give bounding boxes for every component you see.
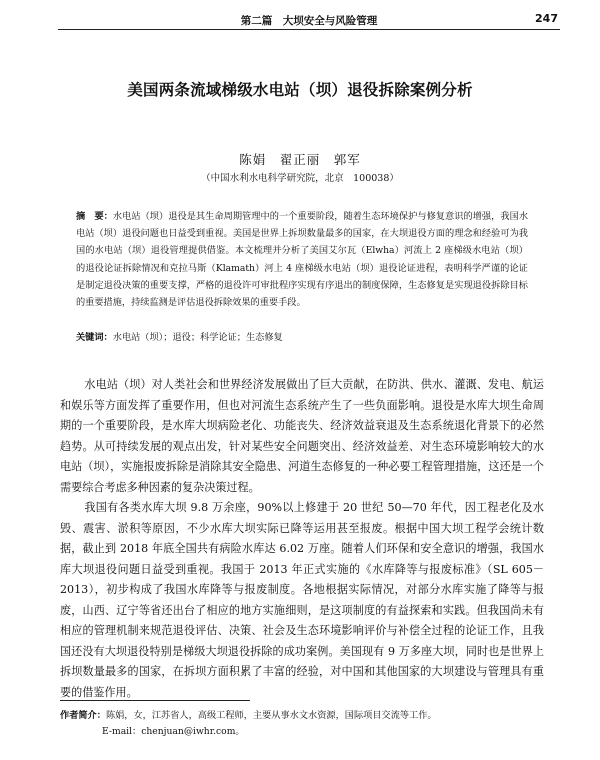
body-paragraph-1: 水电站（坝）对人类社会和世界经济发展做出了巨大贡献，在防洪、供水、灌溉、发电、航运和娱乐等方面发挥了重要作用，但也对河流生态系统产生了一些负面影响。退役是水库大坝生命周期的一个重要阶段，是水库大坝病险老化、功能丧失、经济效益衰退及生态系统退化背景下的必然趋势。从可持续发展的观点出发，针对某些安全问题突出、经济效益差、对生态环境影响较大的水电站（坝），实施报废拆除是消除其安全隐患、河道生态修复的一种必要工程管理措施，这还是一个需要综合考虑多种因素的复杂决策过程。 bbox=[60, 378, 544, 494]
footnote-label: 作者简介： bbox=[60, 710, 106, 721]
keywords-text: 水电站（坝）；退役；科学论证；生态修复 bbox=[112, 332, 283, 343]
article-affiliation: （中国水利水电科学研究院，北京 100038） bbox=[201, 173, 399, 184]
page-number: 247 bbox=[535, 12, 558, 25]
running-title: 第二篇 大坝安全与风险管理 bbox=[240, 15, 378, 27]
article-authors: 陈娟 翟正丽 郭军 bbox=[239, 152, 361, 167]
author-footnote bbox=[60, 708, 544, 740]
abstract bbox=[76, 208, 528, 311]
running-header bbox=[58, 10, 560, 30]
keywords bbox=[76, 330, 528, 346]
author-email: E-mail：chenjuan@iwhr.com。 bbox=[102, 726, 245, 737]
abstract-label: 摘 要： bbox=[76, 211, 113, 222]
keywords-label: 关键词： bbox=[76, 332, 113, 343]
body-text bbox=[60, 375, 544, 703]
article-title: 美国两条流域梯级水电站（坝）退役拆除案例分析 bbox=[127, 81, 473, 99]
abstract-text: 水电站（坝）退役是其生命周期管理中的一个重要阶段，随着生态环境保护与修复意识的增强，我国水电站（坝）退役问题也日益受到重视。美国是世界上拆坝数量最多的国家，在大坝退役方面的理念和经验可为我国的水电站（坝）退役管理提供借鉴。本文梳理并分析了美国艾尔瓦（Elwha）河流上 2 座梯级水电站（坝）的退役论证拆除情况和克拉马斯（Klamath）河上 4 座梯级水电站（坝）退役论证进程，表明科学严谨的论证是制定退役决策的重要支撑，严格的退役许可审批程序实现有序退出的制度保障，生态修复是实现退役拆除目标的重要措施，持续监测是评估退役拆除效果的重要手段。 bbox=[76, 211, 529, 309]
footnote-line bbox=[60, 708, 544, 724]
footnote-rule bbox=[60, 700, 250, 701]
footnote-text: 陈娟，女，江苏省人，高级工程师，主要从事水文水资源，国际项目交流等工作。 bbox=[105, 710, 437, 721]
body-paragraph-2: 我国有各类水库大坝 9.8 万余座，90%以上修建于 20 世纪 50—70 年代，因工程老化及水毁、震害、淤积等原因，不少水库大坝实际已降等运用甚至报废。根据中国大坝工程学会统计数据，截止到 2018 年底全国共有病险水库达 6.02 万座。随着人们环保和安全意识的增强，我国水库大坝退役问题日益受到重视。我国于 2013 年正式实施的《水库降等与报废标准》（SL 605－2013），初步构成了我国水库降等与报废制度。各地根据实际情况，对部分水库实施了降等与报废，山西、辽宁等省还出台了相应的地方实施细则，是这项制度的有益探索和实践。但我国尚未有相应的管理机制来规范退役评估、决策、社会及生态环境影响评价与补偿全过程的论证工作，且我国还没有大坝退役特别是梯级大坝退役拆除的成功案例。美国现有 9 万多座大坝，同时也是世界上拆坝数量最多的国家，在拆坝方面积累了丰富的经验，对中国和其他国家的大坝建设与管理具有重要的借鉴作用。 bbox=[60, 501, 544, 699]
